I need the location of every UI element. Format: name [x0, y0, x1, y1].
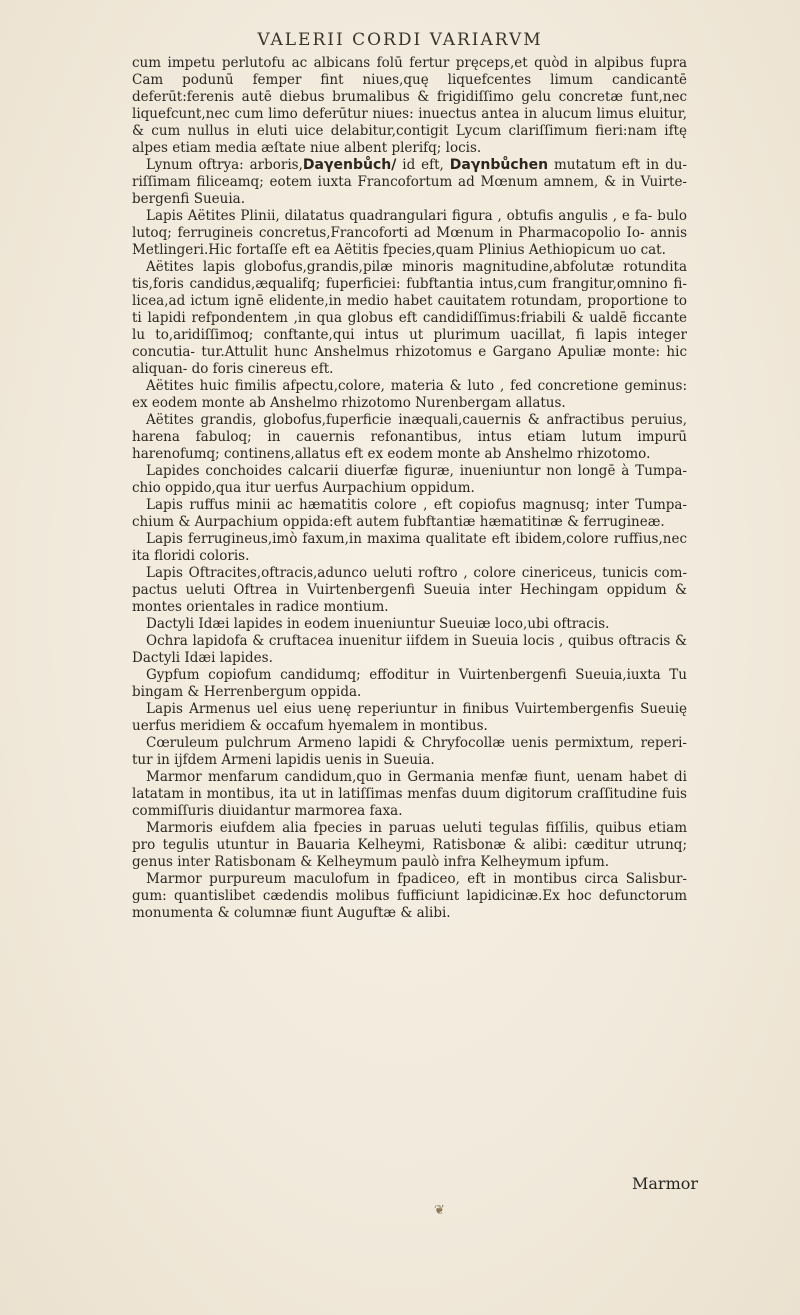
paragraph: Lapis ferrugineus,imò faxum,in maxima qualitate eft ibidem,colore ruffius,nec ita floridi coloris. — [132, 531, 687, 564]
paragraph: Lapis Aëtites Plinii, dilatatus quadrangulari figura , obtufis angulis , e fa- bulo lutoq; ferrugineis concretus,Francoforti ad Mœnum in Pharmacopolio Io- annis Metlingeri.Hic fortaſſe eft ea Aëtitis fpecies,quam Plinius Aethiopicum uo cat. — [132, 208, 687, 258]
paragraph-text: id eft, — [396, 157, 450, 173]
paragraph: Gypfum copiofum candidumq; effoditur in Vuirtenbergenfi Sueuia,iuxta Tu bingam & Herrenbergum oppida. — [132, 667, 687, 700]
text-block — [132, 55, 687, 922]
paragraph: Lapis ruffus minii ac hæmatitis colore , eft copiofus magnusq; inter Tumpa- chium & Aurpachium oppida:eft autem fubftantiæ hæmatitinæ & ferrugineæ. — [132, 497, 687, 530]
paragraph: cum impetu perlutofu ac albicans folū fertur pręceps,et quòd in alpibus fupra Cam podunū femper fint niues,quę liquefcentes limum candicantē deferūt:ferenis autē diebus brumalibus & frigidiſſimo gelu concretæ funt,nec liquefcunt,nec cum limo deferūtur niues: inuectus antea in alucum limus eluitur, & cum nullus in eluti uice delabitur,contigit Lycum clariſſimum fieri:nam iftę alpes etiam media æſtate niue albent plerifq; locis. — [132, 55, 687, 156]
paragraph: Cœruleum pulchrum Armeno lapidi & Chryfocollæ uenis permixtum, reperi- tur in ijfdem Armeni lapidis uenis in Sueuia. — [132, 735, 687, 768]
paragraph-text: mutatum eft in du- riſſimam filiceamq; eotem iuxta Francofortum ad Mœnum amnem, & in Vuirte- bergenfi Sueuia. — [132, 157, 687, 207]
paragraph: Marmor purpureum maculofum in fpadiceo, eft in montibus circa Salisbur- gum: quantislibet cædendis molibus fufficiunt lapidicinæ.Ex hoc defunctorum monumenta & columnæ fiunt Auguftæ & alibi. — [132, 871, 687, 921]
paragraph-text: Lynum oftrya: arboris, — [146, 157, 303, 173]
paragraph: Marmoris eiufdem alia fpecies in paruas ueluti tegulas fiſſilis, quibus etiam pro tegulis utuntur in Bauaria Kelheymi, Ratisbonæ & alibi: cæditur utrunq; genus inter Ratisbonam & Kelheymum paulò infra Kelheymum ipfum. — [132, 820, 687, 870]
catchword: Marmor — [632, 1174, 699, 1193]
paragraph: Dactyli Idæi lapides in eodem inueniuntur Sueuiæ loco,ubi oftracis. — [146, 616, 610, 632]
paragraph: Aëtites grandis, globofus,fuperficie inæquali,cauernis & anfractibus peruius, harena fabuloq; in cauernis refonantibus, intus etiam lutum impurū harenofumq; continens,allatus eft ex eodem monte ab Anshelmo rhizotomo. — [132, 412, 687, 462]
paragraph: Aëtites huic fimilis afpectu,colore, materia & luto , fed concretione geminus: ex eodem monte ab Anshelmo rhizotomo Nurenbergam allatus. — [132, 378, 687, 411]
ornament-icon: ❦ — [434, 1203, 445, 1218]
gothic-word: Daγnbůchen — [449, 157, 549, 173]
paragraph: Lapis Oftracites,oftracis,adunco ueluti roftro , colore cinericeus, tunicis com- pactus ueluti Oftrea in Vuirtenbergenfi Sueuia inter Hechingam oppidum & montes orientales in radice montium. — [132, 565, 687, 615]
paragraph: Aëtites lapis globofus,grandis,pilæ minoris magnitudine,abfolutæ rotundita tis,foris candidus,æqualifq; fuperficiei: fubftantia intus,cum frangitur,omnino fi- licea,ad ictum ignē elidente,in medio habet cauitatem rotundam, proportione to ti lapidi refpondentem ,in qua globus eft candidiſſimus:friabili & ualdē ficcante lu to,aridiſſimoq; conftante,qui intus ut plurimum uacillat, fi lapis integer concutia- tur.Attulit hunc Anshelmus rhizotomus e Gargano Apuliæ monte: hic aliquan- do foris cinereus eft. — [132, 259, 687, 377]
gothic-word: Daγenbůch/ — [302, 157, 397, 173]
paragraph: Ochra lapidofa & cruftacea inuenitur iifdem in Sueuia locis , quibus oftracis & Dactyli Idæi lapides. — [132, 633, 687, 666]
paragraph: Lapis Armenus uel eius uenę reperiuntur in finibus Vuirtembergenfis Sueuię uerfus meridiem & occafum hyemalem in montibus. — [132, 701, 687, 734]
running-title: VALERII CORDI VARIARVM — [257, 30, 543, 50]
paragraph: Lapides conchoides calcarii diuerfæ figuræ, inueniuntur non longē à Tumpa- chio oppido,qua itur uerfus Aurpachium oppidum. — [132, 463, 687, 496]
paragraph: Marmor menfarum candidum,quo in Germania menfæ fiunt, uenam habet di latatam in montibus, ita ut in latiſſimas menfas duum digitorum craſſitudine fuis commiſſuris diuidantur marmorea faxa. — [132, 769, 687, 819]
paragraph — [132, 157, 687, 208]
